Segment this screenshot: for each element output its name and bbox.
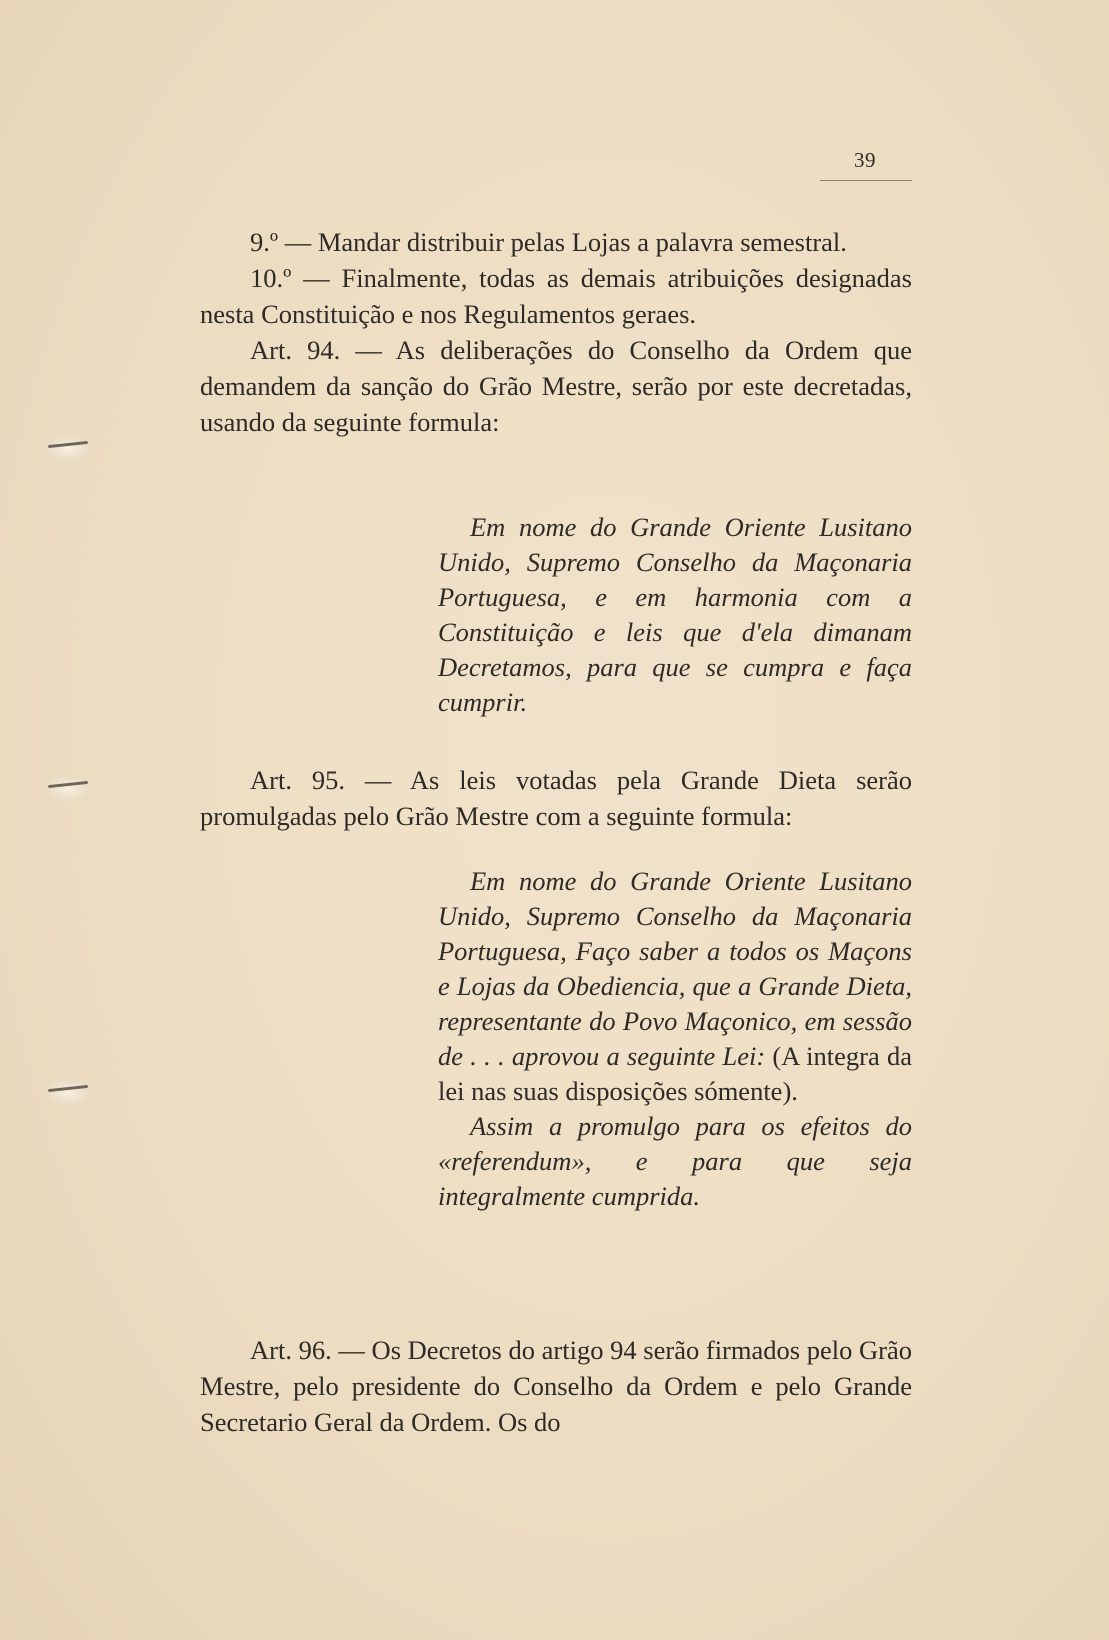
binding-hole bbox=[40, 772, 96, 802]
page-number-rule bbox=[820, 180, 912, 181]
body-text-top bbox=[200, 224, 912, 440]
binding-mark bbox=[48, 781, 88, 788]
promulgation-formula-quote bbox=[438, 864, 912, 1214]
binding-mark bbox=[48, 441, 88, 448]
item-10-paragraph: 10.º — Finalmente, todas as demais atribuições designadas nesta Constituição e nos Regulamentos geraes. bbox=[200, 263, 912, 329]
article-95-paragraph: Art. 95. — As leis votadas pela Grande Dieta serão promulgadas pelo Grão Mestre com a seguinte formula: bbox=[200, 765, 912, 831]
article-96-paragraph: Art. 96. — Os Decretos do artigo 94 serão firmados pelo Grão Mestre, pelo presidente do Conselho da Ordem e pelo Grande Secretario Geral da Ordem. Os do bbox=[200, 1335, 912, 1437]
body-text-bottom bbox=[200, 1332, 912, 1440]
article-94-paragraph: Art. 94. — As deliberações do Conselho da Ordem que demandem da sanção do Grão Mestre, serão por este decretadas, usando da seguinte formula: bbox=[200, 335, 912, 437]
binding-mark bbox=[48, 1085, 88, 1092]
promulgation-closing-text: Assim a promulgo para os efeitos do «referendum», e para que seja integralmente cumprida. bbox=[438, 1111, 912, 1211]
binding-hole bbox=[40, 1076, 96, 1106]
promulgation-formula-text bbox=[438, 864, 912, 1109]
item-9-paragraph: 9.º — Mandar distribuir pelas Lojas a palavra semestral. bbox=[250, 227, 847, 257]
promulgation-formula-roman: (A integra da lei nas suas disposições sómente). bbox=[438, 1041, 912, 1106]
page-number: 39 bbox=[854, 148, 876, 172]
decree-formula-text: Em nome do Grande Oriente Lusitano Unido, Supremo Conselho da Maçonaria Portuguesa, e em harmonia com a Constituição e leis que d'ela dimanam Decretamos, para que se cumpra e faça cumprir. bbox=[438, 512, 912, 717]
promulgation-formula-italic: Em nome do Grande Oriente Lusitano Unido, Supremo Conselho da Maçonaria Portuguesa, Faço saber a todos os Maçons e Lojas da Obediencia, que a Grande Dieta, representante do Povo Maçonico, em sessão de . . . aprovou a seguinte Lei: bbox=[438, 866, 912, 1071]
body-text-middle bbox=[200, 762, 912, 834]
decree-formula-quote bbox=[438, 510, 912, 720]
binding-hole bbox=[40, 432, 96, 462]
